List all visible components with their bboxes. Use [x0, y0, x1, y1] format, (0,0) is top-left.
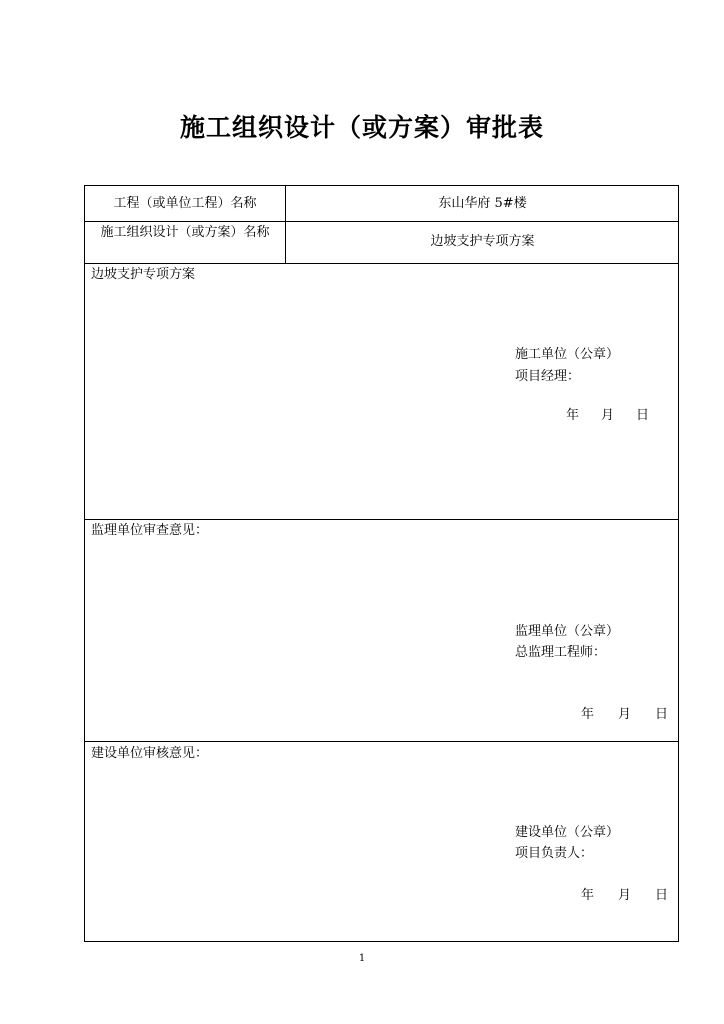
approval-form-table: [84, 185, 679, 942]
year-label: 年: [581, 707, 595, 722]
chief-engineer-signature: 总监理工程师：: [515, 645, 607, 660]
contractor-date: [566, 404, 649, 423]
year-label: 年: [566, 408, 580, 423]
day-label: 日: [636, 408, 650, 423]
day-label: 日: [655, 707, 669, 722]
supervisor-opinion-label: 监理单位审查意见：: [91, 523, 209, 538]
year-label: 年: [581, 888, 595, 903]
month-label: 月: [618, 888, 632, 903]
day-label: 日: [655, 888, 669, 903]
responsible-person-signature: 项目负责人：: [515, 846, 594, 861]
supervisor-unit-seal: 监理单位（公章）: [515, 624, 620, 639]
row-divider: [85, 221, 678, 222]
row-divider: [85, 263, 678, 264]
owner-unit-seal: 建设单位（公章）: [515, 825, 620, 840]
supervisor-date: [581, 703, 668, 722]
project-name-label: 工程（或单位工程）名称: [113, 196, 257, 211]
project-manager-signature: 项目经理：: [515, 369, 581, 384]
project-name-value: 东山华府 5#楼: [438, 196, 527, 211]
section-divider: [85, 741, 678, 742]
design-name-value: 边坡支护专项方案: [430, 234, 535, 249]
design-name-label: 施工组织设计（或方案）名称: [100, 225, 270, 240]
section-divider: [85, 519, 678, 520]
document-title: 施工组织设计（或方案）审批表: [179, 113, 544, 142]
month-label: 月: [618, 707, 632, 722]
contractor-unit-seal: 施工单位（公章）: [515, 347, 620, 362]
owner-date: [581, 884, 668, 903]
contractor-section-content: 边坡支护专项方案: [91, 267, 196, 282]
owner-opinion-label: 建设单位审核意见：: [91, 746, 209, 761]
month-label: 月: [601, 408, 615, 423]
page-number: 1: [358, 953, 366, 964]
